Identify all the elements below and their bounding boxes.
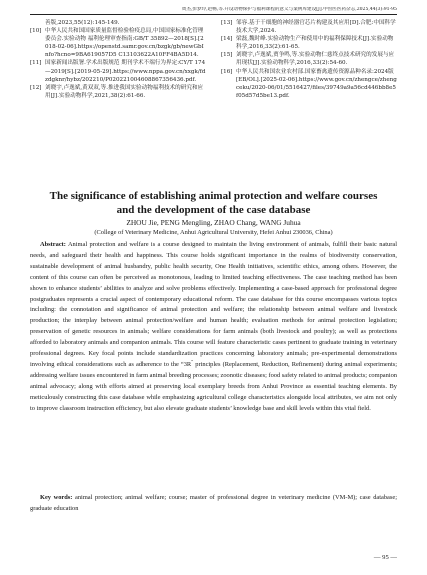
reference-text: 刘晓宇,卢逸斌,贾争鸣,等.实验动物仁慈终点技术研究的发展与应用现状[J].实验动物科学,2016,33(2):54-60. <box>236 52 395 67</box>
reference-item <box>30 84 206 100</box>
reference-text: 中华人民共和国国家质量监督检验检疫总局,中国国家标准化管理委员会.实验动物 福利伦理审查指南:GB/T 35892—2018[S].[2018-02-06].https://openstd.samr.gov.cn/bzgk/gb/newGbInfo?hcno=9BA619057D5 C13103622A10FF4BA5D14. <box>45 28 204 59</box>
article-authors: ZHOU Jie, PENG Mengling, ZHAO Chang, WANG Juhua <box>126 218 301 227</box>
reference-text: 善版,2023,55(12):145-149. <box>45 20 120 26</box>
references-section <box>30 19 397 184</box>
running-header: 周杰,彭梦玲,赵畅,等.开设动物保护与福利课程的意义与案例库建设[J].中兽医医药杂志,2025,44(3):91-95 <box>181 7 397 12</box>
reference-number: [14] <box>221 36 233 43</box>
keywords <box>30 493 397 515</box>
reference-text: 梁磊,魏时峰.实验动物生产和使用中的福利保障技术[J].实验动物科学,2016,33(2):61-65. <box>236 36 394 51</box>
author-affiliation: (College of Veterinary Medicine, Anhui Agricultural University, Hefei Anhui 230036, China) <box>94 229 333 236</box>
keywords-label: Key words: <box>40 494 73 501</box>
header-rule <box>30 14 397 15</box>
reference-item <box>30 19 206 27</box>
reference-number: [13] <box>221 20 233 26</box>
reference-number: [12] <box>30 84 42 91</box>
reference-item <box>30 59 206 83</box>
abstract-text-part-2: principles (Replacement, Reduction, Refinement) during animal experiments; addressing welfare issues encountered in farm animal breeding processes; zoonotic diseases; food safety related to animal products; companion animal advocacy; along with efforts aimed at preserving local exemplary breeds from Anhui Province as essential teaching elements. By meticulously constructing this case database while emphasizing agricultural college characteristics alongside local attributes, we aim not only to improve classroom instruction efficiency, but also elevate graduate students’ knowledge base and skill levels within this vital field. <box>30 360 398 412</box>
page-number: — 95 — <box>373 554 397 561</box>
reference-item <box>30 27 206 59</box>
english-title-block <box>30 189 397 237</box>
reference-text: 国家新闻出版署.学术出版规范 期刊学术不端行为界定:CY/T 174—2019[S].[2019-05-29].https://www.nppa.gov.cn/xxgk/fdzdgknr/hybz/202210/P020221004608867356436.pdf. <box>45 60 206 83</box>
reference-text: 中华人民共和国农业农村部.国家畜禽遗传资源品种名录:2024版[EB/OL].[2025-02-06].https://www.gov.cn/zhengce/zhengceku/2020-06/01/5516427/files/39749a9a56cd446bb8e5f05d57d5be13.pdf. <box>236 68 397 99</box>
references-right-column <box>221 19 397 100</box>
reference-number: [16] <box>221 68 233 75</box>
reference-number: [15] <box>221 52 233 59</box>
abstract <box>30 240 397 415</box>
abstract-superscript: ” <box>191 358 194 364</box>
references-left-column <box>30 19 206 100</box>
article-title: The significance of establishing animal protection and welfare courses and the development of the case database <box>49 190 378 216</box>
reference-item <box>221 51 397 67</box>
reference-number: [10] <box>30 28 42 35</box>
reference-text: 邹容.基于干细胞的神经器官芯片构建及其应用[D].合肥:中国科学技术大学,2024. <box>236 20 396 35</box>
abstract-label: Abstract: <box>40 241 66 248</box>
reference-item <box>221 68 397 100</box>
keywords-text: animal protection; animal welfare; course; master of professional degree in veterinary medicine (VM-M); case database; graduate education <box>30 494 397 512</box>
reference-item <box>221 19 397 35</box>
reference-text: 刘晓宇,卢逸斌,黄双双,等.推进我国实验动物福利技术的研究和应用[J].实验动物科学,2021,38(2):61-66. <box>45 84 204 99</box>
abstract-text-part-1: Animal protection and welfare is a course designed to maintain the living environment of animals, fulfill their basic natural needs, and safeguard their health and happiness. This course holds significant importance in the realms of biodiversity conservation, sustainable development of animal husbandry, public health security, One Health initiatives, scientific ethics, among others. However, the content of this course can often be perceived as monotonous, leading to limited teaching effectiveness. The case teaching method has been shown to enhance students’ abilities to analyze and solve problems effectively. Implementing a case-based approach for professional degree postgraduates represents a crucial aspect of contemporary educational reform. The case database for this course encompasses various topics including: the connotation and significance of animal protection and welfare; the relationship between animal welfare and livestock production; the interplay between animal protection/welfare and human health; evaluation methods for animal protection legislation; preservation of genetic resources in animals; welfare considerations for farm animals (both livestock and poultry); as well as protections afforded to laboratory animals and companion animals. This course will feature characteristic cases pertinent to graduate training in veterinary professional degrees. Key focal points include standardization practices concerning laboratory animals; pre-experimental demonstrations involving ethical considerations such as adherence to the “3R <box>30 241 397 368</box>
reference-item <box>221 35 397 51</box>
abstract-paragraph <box>30 240 397 415</box>
reference-number: [11] <box>30 60 42 67</box>
